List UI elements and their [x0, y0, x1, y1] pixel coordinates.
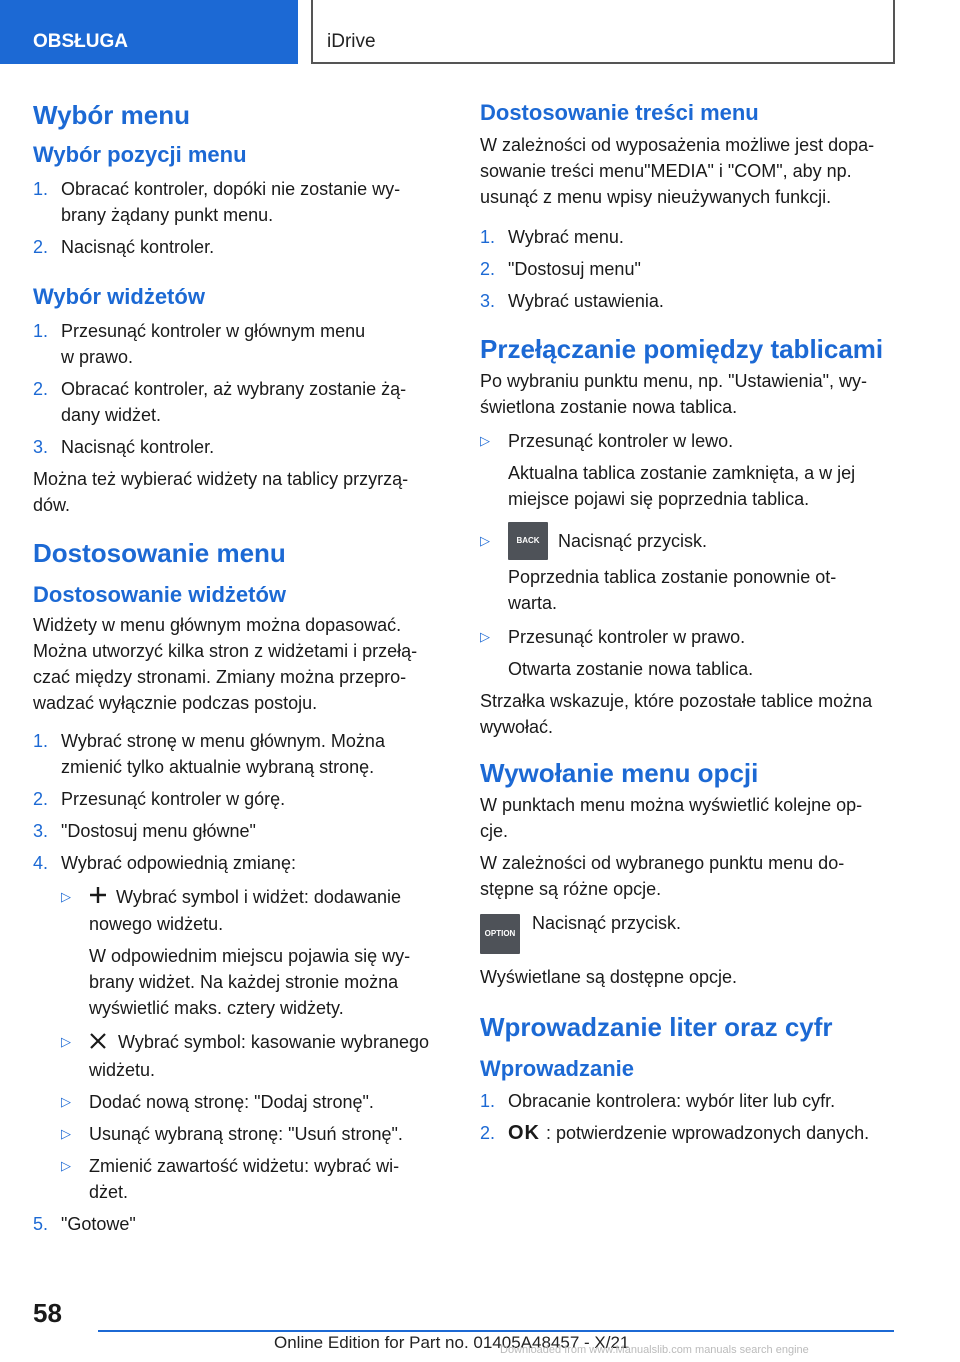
option-button-icon: OPTION: [480, 914, 520, 954]
paragraph: Widżety w menu głównym można dopasować. Można utworzyć kilka stron z widżetami i przełą- czać między stronami. Zmiany można przepro- wadzać wyłącznie podczas postoju.: [33, 615, 418, 713]
list-item: 3. "Dostosuj menu główne": [33, 821, 256, 841]
paragraph: Poprzednia tablica zostanie ponownie ot- warta.: [508, 567, 837, 613]
heading-dostosowanie-tresci: Dostosowanie treści menu: [480, 100, 759, 125]
heading-wprowadzanie: Wprowadzanie: [480, 1056, 635, 1081]
chapter-tab: [311, 0, 895, 64]
paragraph: W zależności od wybranego punktu menu do- stępne są różne opcje.: [480, 853, 845, 899]
heading-dostosowanie-widzetow: Dostosowanie widżetów: [33, 582, 287, 607]
ok-icon: OK: [508, 1122, 540, 1144]
triangle-bullet-icon: ▷: [61, 1093, 71, 1109]
right-column: [480, 98, 900, 1146]
bullet-item: ▷ Przesunąć kontroler w lewo.: [480, 428, 900, 454]
paragraph: Otwarta zostanie nowa tablica.: [508, 659, 754, 679]
list-item: 1. Obracać kontroler, dopóki nie zostanie wy- brany żądany punkt menu.: [33, 179, 401, 225]
option-row: OPTION Nacisnąć przycisk.: [480, 910, 900, 954]
chapter-title: iDrive: [327, 31, 376, 52]
list-item: 2. "Dostosuj menu": [480, 259, 641, 279]
paragraph: Aktualna tablica zostanie zamknięta, a w jej miejsce pojawi się poprzednia tablica.: [508, 463, 856, 509]
paragraph: W odpowiednim miejscu pojawia się wy- brany widżet. Na każdej stronie można wyświetlić maks. cztery widżety.: [89, 946, 411, 1019]
footer-edition: Online Edition for Part no. 01405A48457 - X/21: [274, 1333, 630, 1352]
triangle-bullet-icon: ▷: [61, 1125, 71, 1141]
sub-item-add: ▷ Dodać nową stronę: "Dodaj stronę".: [33, 1089, 453, 1115]
back-button-icon: BACK: [508, 522, 548, 560]
triangle-bullet-icon: ▷: [61, 889, 71, 904]
paragraph: W punktach menu można wyświetlić kolejne op- cje.: [480, 795, 863, 841]
triangle-bullet-icon: ▷: [61, 1157, 71, 1173]
list-item: 3. Nacisnąć kontroler.: [33, 437, 215, 457]
triangle-bullet-icon: ▷: [61, 1034, 71, 1050]
bullet-item: ▷ BACK Nacisnąć przycisk.: [480, 522, 900, 560]
left-column: [33, 98, 453, 1237]
heading-przelaczanie: Przełączanie pomiędzy tablicami: [480, 334, 884, 364]
triangle-bullet-icon: ▷: [480, 533, 490, 548]
list-item: 5. "Gotowe": [33, 1213, 136, 1234]
heading-wprowadzanie-liter: Wprowadzanie liter oraz cyfr: [480, 1012, 833, 1042]
heading-wybor-widzetow: Wybór widżetów: [33, 284, 205, 309]
triangle-bullet-icon: ▷: [480, 433, 490, 448]
bullet-item: ▷ Przesunąć kontroler w prawo.: [480, 624, 900, 650]
paragraph: Strzałka wskazuje, które pozostałe tablice można wywołać.: [480, 691, 873, 737]
list-item: 1. Wybrać menu.: [480, 227, 624, 247]
list-item: 2. OK : potwierdzenie wprowadzonych danych.: [480, 1122, 870, 1144]
sub-item-del: ▷ Usunąć wybraną stronę: "Usuń stronę".: [33, 1121, 453, 1147]
heading-wybor-pozycji: Wybór pozycji menu: [33, 142, 247, 167]
list-item: 2. Obracać kontroler, aż wybrany zostanie żą- dany widżet.: [33, 379, 407, 425]
list-item: 4. Wybrać odpowiednią zmianę:: [33, 853, 296, 873]
section-title: OBSŁUGA: [33, 31, 128, 52]
paragraph: Po wybraniu punktu menu, np. "Ustawienia", wy- świetlona zostanie nowa tablica.: [480, 371, 867, 417]
list-item: 1. Obracanie kontrolera: wybór liter lub cyfr.: [480, 1091, 836, 1111]
list-item: 1. Wybrać stronę w menu głównym. Można zmienić tylko aktualnie wybraną stronę.: [33, 731, 385, 777]
plus-icon: [89, 885, 111, 911]
heading-wybor-menu: Wybór menu: [33, 100, 190, 130]
list-item: 2. Przesunąć kontroler w górę.: [33, 789, 286, 809]
footer-divider: [98, 1330, 894, 1332]
paragraph: Można też wybierać widżety na tablicy przyrzą- dów.: [33, 469, 409, 515]
section-tab: [0, 0, 298, 64]
page-number: 58: [33, 1298, 62, 1328]
sub-item-chg: ▷ Zmienić zawartość widżetu: wybrać wi- dżet.: [33, 1153, 453, 1205]
list-item: 1. Przesunąć kontroler w głównym menu w prawo.: [33, 321, 366, 367]
sub-item-plus: ▷ Wybrać symbol i widżet: dodawanie nowego widżetu.: [33, 884, 453, 937]
heading-dostosowanie-menu: Dostosowanie menu: [33, 538, 286, 568]
triangle-bullet-icon: ▷: [480, 629, 490, 644]
list-item: 2. Nacisnąć kontroler.: [33, 237, 215, 257]
paragraph: Wyświetlane są dostępne opcje.: [480, 967, 737, 987]
heading-menu-opcji: Wywołanie menu opcji: [480, 758, 759, 788]
close-icon: [89, 1031, 113, 1057]
footer-watermark: Downloaded from www.Manualslib.com manuals search engine: [500, 1344, 809, 1356]
sub-item-x: ▷ Wybrać symbol: kasowanie wybranego widżetu.: [33, 1029, 453, 1082]
paragraph: W zależności od wyposażenia możliwe jest dopa- sowanie treści menu"MEDIA" i "COM", aby np. usunąć z menu wpisy nieużywanych funkcji.: [480, 135, 875, 207]
list-item: 3. Wybrać ustawienia.: [480, 291, 664, 311]
